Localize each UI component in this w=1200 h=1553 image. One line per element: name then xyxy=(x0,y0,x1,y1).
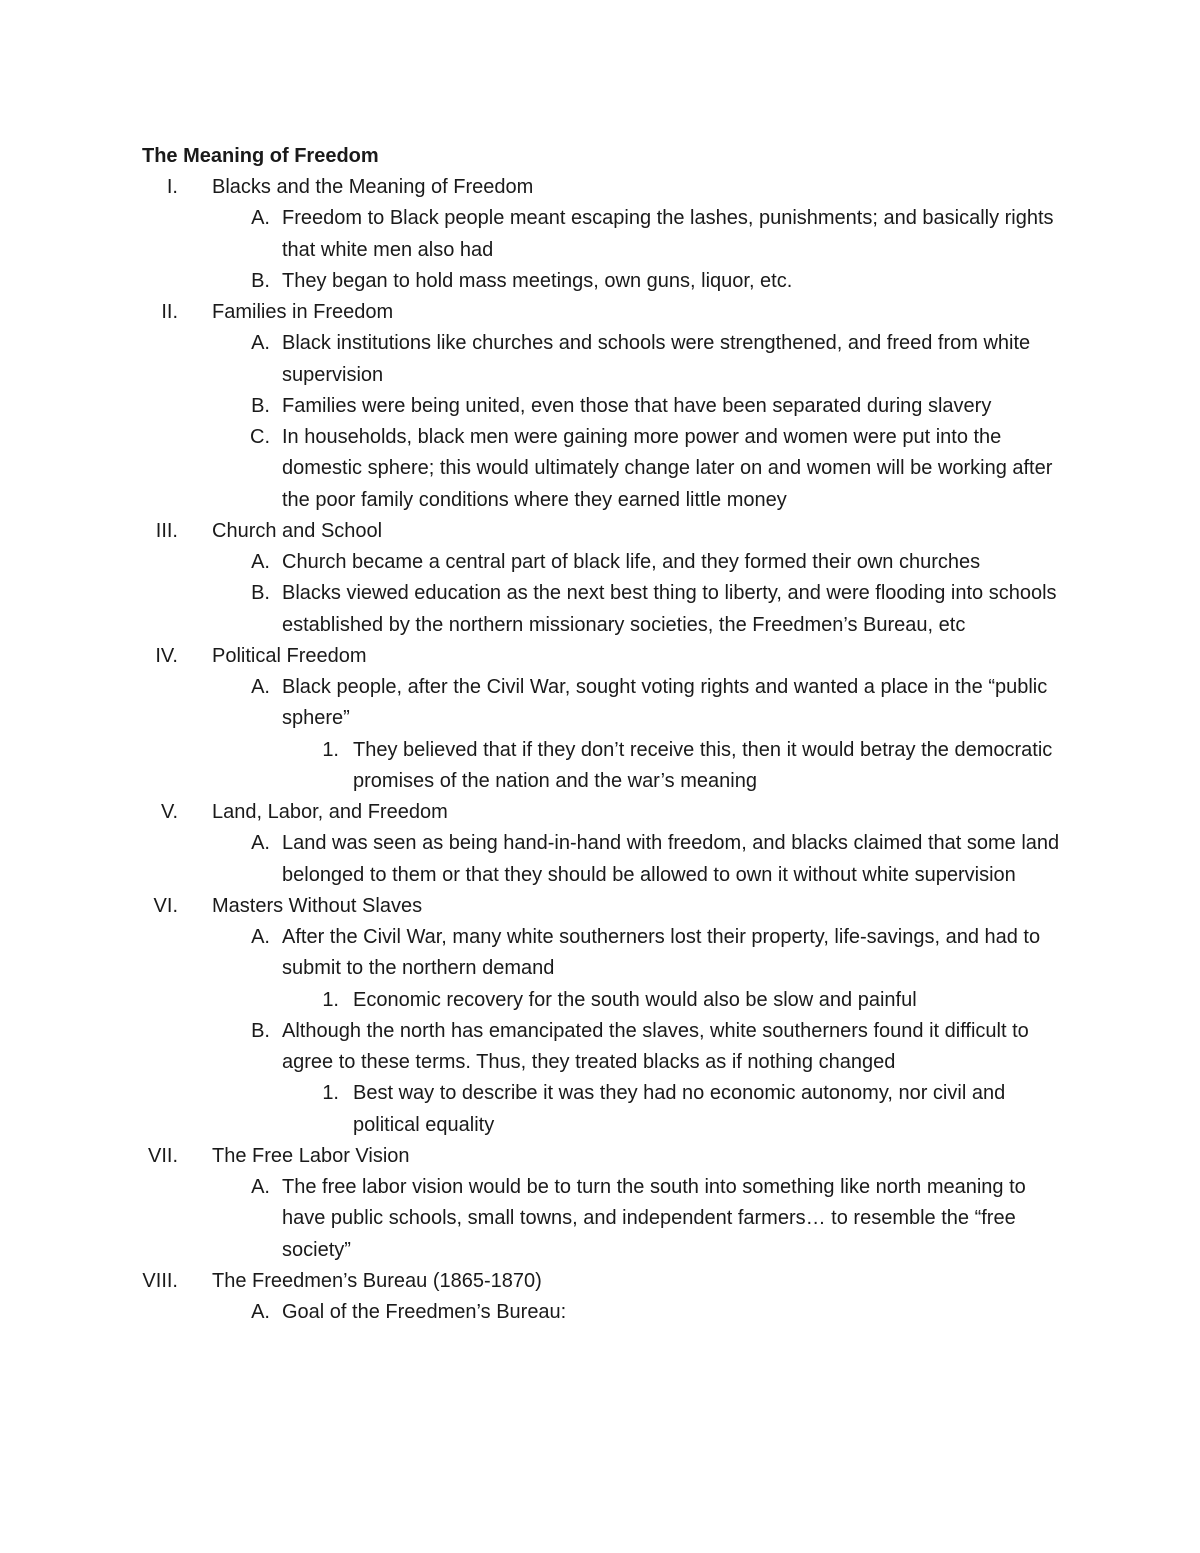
outline-item xyxy=(0,1297,1200,1328)
item-letter: A. xyxy=(251,926,270,948)
item-text: In households, black men were gaining more power and women were put into the domestic sphere; this would ultimately change later on and women will be working after the poor family conditions where they earned little money xyxy=(282,426,1053,511)
outline-item xyxy=(0,1016,1200,1079)
roman-numeral: III. xyxy=(155,519,178,542)
section-heading-row xyxy=(0,1266,1200,1297)
item-text: Freedom to Black people meant escaping the lashes, punishments; and basically rights that white men also had xyxy=(282,207,1054,261)
item-text: Families were being united, even those that have been separated during slavery xyxy=(282,394,992,417)
item-text: Land was seen as being hand-in-hand with freedom, and blacks claimed that some land belonged to them or that they should be allowed to own it without white supervision xyxy=(282,832,1060,886)
roman-numeral: VIII. xyxy=(142,1269,178,1292)
section-heading: The Freedmen’s Bureau (1865-1870) xyxy=(212,1269,542,1292)
item-letter: B. xyxy=(251,269,270,292)
subitem-text: Economic recovery for the south would also be slow and painful xyxy=(353,988,917,1011)
section-heading-row xyxy=(0,797,1200,828)
outline-item xyxy=(0,266,1200,297)
outline-item xyxy=(0,672,1200,735)
item-text: Blacks viewed education as the next best thing to liberty, and were flooding into schools established by the northern missionary societies, the Freedmen’s Bureau, etc xyxy=(282,582,1057,636)
section-heading: Land, Labor, and Freedom xyxy=(212,801,448,823)
item-letter: A. xyxy=(251,1301,270,1323)
outline-section xyxy=(0,1266,1200,1329)
section-heading: Families in Freedom xyxy=(212,301,394,323)
section-heading-row xyxy=(0,297,1200,328)
item-text: Black people, after the Civil War, sought voting rights and wanted a place in the “public sphere” xyxy=(282,676,1048,730)
document-title: The Meaning of Freedom xyxy=(142,145,379,167)
roman-numeral: I. xyxy=(166,176,178,198)
roman-numeral: VII. xyxy=(147,1144,178,1167)
outline-item xyxy=(0,547,1200,578)
outline-section xyxy=(0,891,1200,1141)
item-letter: A. xyxy=(251,832,270,855)
outline-section xyxy=(0,797,1200,891)
item-text: The free labor vision would be to turn the south into something like north meaning to have public schools, small towns, and independent farmers… to resemble the “free society” xyxy=(282,1176,1026,1261)
roman-numeral: VI. xyxy=(153,894,178,917)
subitem-number: 1. xyxy=(322,1082,339,1105)
subitem-number: 1. xyxy=(322,738,339,761)
section-heading-row xyxy=(0,641,1200,672)
item-text: Black institutions like churches and schools were strengthened, and freed from white supervision xyxy=(282,332,1031,386)
roman-numeral: II. xyxy=(161,301,178,323)
section-heading-row xyxy=(0,891,1200,922)
item-letter: B. xyxy=(251,1019,270,1042)
item-letter: A. xyxy=(251,1176,270,1198)
item-letter: B. xyxy=(251,582,270,605)
outline-item xyxy=(0,203,1200,266)
section-heading-row xyxy=(0,172,1200,203)
outline-item xyxy=(0,391,1200,422)
item-letter: A. xyxy=(251,207,270,230)
outline-section xyxy=(0,297,1200,516)
item-text: Church became a central part of black life, and they formed their own churches xyxy=(282,551,981,573)
outline-item xyxy=(0,578,1200,641)
outline-section xyxy=(0,1141,1200,1266)
outline-item xyxy=(0,828,1200,891)
item-letter: A. xyxy=(251,551,270,573)
outline-subitem xyxy=(0,1078,1200,1141)
subitem-text: Best way to describe it was they had no economic autonomy, nor civil and political equality xyxy=(353,1082,1006,1136)
outline-section xyxy=(0,172,1200,297)
item-text: After the Civil War, many white southerners lost their property, life-savings, and had to submit to the northern demand xyxy=(282,926,1041,980)
section-heading-row xyxy=(0,516,1200,547)
outline-subitem xyxy=(0,985,1200,1016)
outline-item xyxy=(0,1172,1200,1266)
item-letter: C. xyxy=(250,426,270,448)
outline-item xyxy=(0,922,1200,985)
item-letter: A. xyxy=(251,332,270,355)
section-heading: Church and School xyxy=(212,519,383,542)
item-letter: A. xyxy=(251,676,270,698)
subitem-number: 1. xyxy=(322,988,339,1011)
section-heading: The Free Labor Vision xyxy=(212,1144,410,1167)
section-heading: Masters Without Slaves xyxy=(212,894,423,917)
roman-numeral: IV. xyxy=(155,644,178,667)
outline-section xyxy=(0,516,1200,641)
section-heading: Political Freedom xyxy=(212,644,367,667)
outline-section xyxy=(0,641,1200,797)
outline-item xyxy=(0,422,1200,516)
outline-list xyxy=(0,172,1200,1328)
item-text: Goal of the Freedmen’s Bureau: xyxy=(282,1301,567,1323)
item-text: Although the north has emancipated the slaves, white southerners found it difficult to agree to these terms. Thus, they treated blacks as if nothing changed xyxy=(282,1019,1029,1073)
item-text: They began to hold mass meetings, own guns, liquor, etc. xyxy=(282,269,793,292)
section-heading: Blacks and the Meaning of Freedom xyxy=(212,176,534,198)
outline-subitem xyxy=(0,735,1200,798)
roman-numeral: V. xyxy=(160,801,178,823)
outline-item xyxy=(0,328,1200,391)
section-heading-row xyxy=(0,1141,1200,1172)
subitem-text: They believed that if they don’t receive this, then it would betray the democratic promises of the nation and the war’s meaning xyxy=(353,738,1053,792)
item-letter: B. xyxy=(251,394,270,417)
